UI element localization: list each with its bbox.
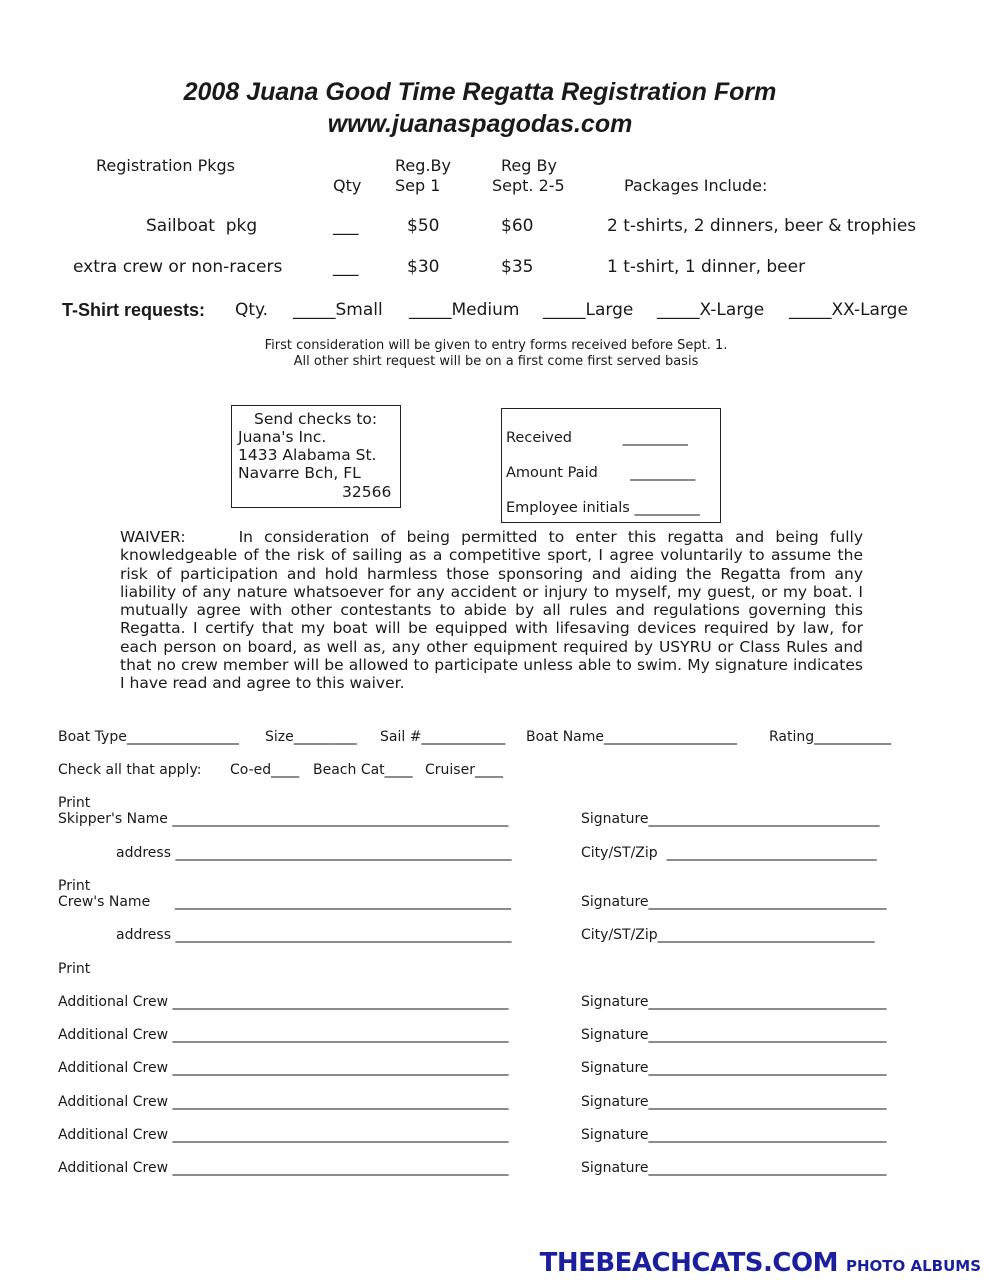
received-field: Received _________ xyxy=(506,430,688,446)
skipper-address-field[interactable]: address ________________________________________________ xyxy=(116,845,512,861)
boat-size-field[interactable]: Size_________ xyxy=(265,729,357,745)
tshirt-size-xlarge[interactable]: _____X-Large xyxy=(657,300,765,320)
package-includes: 2 t-shirts, 2 dinners, beer & trophies xyxy=(607,216,917,236)
check-all-label: Check all that apply: xyxy=(58,762,202,778)
employee-initials-field: Employee initials _________ xyxy=(506,500,700,516)
rating-field[interactable]: Rating___________ xyxy=(769,729,892,745)
package-name: Sailboat pkg xyxy=(146,216,258,236)
cruiser-option[interactable]: Cruiser____ xyxy=(425,762,503,778)
payee-street: 1433 Alabama St. xyxy=(238,446,377,464)
skipper-city-field[interactable]: City/ST/Zip ______________________________ xyxy=(581,845,877,861)
crew-signature-field[interactable]: Signature__________________________________ xyxy=(581,894,887,910)
additional-crew-signature-field[interactable]: Signature__________________________________ xyxy=(581,994,887,1010)
watermark-sub: PHOTO ALBUMS xyxy=(845,1257,981,1275)
tshirt-size-xxlarge[interactable]: _____XX-Large xyxy=(789,300,908,320)
tshirt-size-small[interactable]: _____Small xyxy=(293,300,383,320)
sail-number-field[interactable]: Sail #____________ xyxy=(380,729,506,745)
website-url: www.juanaspagodas.com xyxy=(327,110,633,138)
additional-crew-signature-field[interactable]: Signature__________________________________ xyxy=(581,1060,887,1077)
additional-crew-name-field[interactable]: Additional Crew ________________________________________________ xyxy=(58,1093,509,1110)
crew-address-field[interactable]: address ________________________________________________ xyxy=(116,927,512,943)
additional-crew-signature-field[interactable]: Signature__________________________________ xyxy=(581,1093,887,1110)
package-qty-blank[interactable]: ___ xyxy=(333,257,359,277)
payee-name: Juana's Inc. xyxy=(238,428,327,446)
payee-city: Navarre Bch, FL xyxy=(238,464,361,482)
send-checks-box xyxy=(231,405,401,508)
additional-crew-name-field[interactable]: Additional Crew ________________________________________________ xyxy=(58,994,509,1010)
boat-type-field[interactable]: Boat Type________________ xyxy=(58,729,239,745)
send-checks-label: Send checks to: xyxy=(254,410,378,428)
package-price-late: $35 xyxy=(501,257,534,277)
header-regby-sept2-line2: Sept. 2-5 xyxy=(492,176,565,195)
waiver-text: In consideration of being permitted to enter this regatta and being fully knowledgeable of the risk of sailing as a competitive sport, I agree voluntarily to assume the risk of participation and hold harmless those sponsoring and aiding the Regatta from any liability of any nature whatsoever for any accident or injury to myself, my guest, or my boat. I mutually agree with other contestants to abide by all rules and regulations governing this Regatta. I certify that my boat will be equipped with lifesaving devices required by law, for each person on board, as well as, any other equipment required by USYRU or Class Rules and that no crew member will be allowed to participate unless able to swim. My signature indicates I have read and agree to this waiver. xyxy=(120,528,863,693)
header-registration-pkgs: Registration Pkgs xyxy=(96,156,235,175)
additional-crew-signature-field[interactable]: Signature__________________________________ xyxy=(581,1027,887,1044)
package-price-early: $50 xyxy=(407,216,440,236)
crew-name-field[interactable]: ________________________________________________ xyxy=(175,894,511,910)
crew-name-label: Crew's Name xyxy=(58,894,151,910)
waiver-label: WAIVER: xyxy=(120,528,186,546)
thebeachcats-watermark xyxy=(540,1248,981,1278)
additional-crew-name-field[interactable]: Additional Crew ________________________________________________ xyxy=(58,1160,509,1176)
tshirt-requests-label: T-Shirt requests: xyxy=(62,300,206,320)
beach-cat-option[interactable]: Beach Cat____ xyxy=(313,762,413,778)
additional-crew-name-field[interactable]: Additional Crew ________________________________________________ xyxy=(58,1126,509,1143)
skipper-name-field[interactable]: Skipper's Name ________________________________________________ xyxy=(58,811,509,827)
header-regby-sep1-line1: Reg.By xyxy=(395,156,451,175)
form-title: 2008 Juana Good Time Regatta Registration Form xyxy=(183,78,777,106)
print-label-crew: Print xyxy=(58,878,91,894)
tshirt-size-medium[interactable]: _____Medium xyxy=(409,300,520,320)
package-name: extra crew or non-racers xyxy=(73,257,283,277)
tshirt-size-large[interactable]: _____Large xyxy=(543,300,634,320)
tshirt-qty-label: Qty. xyxy=(235,300,269,320)
header-packages-include: Packages Include: xyxy=(624,176,768,195)
header-qty: Qty xyxy=(333,176,362,195)
additional-crew-name-field[interactable]: Additional Crew ________________________________________________ xyxy=(58,1060,509,1077)
coed-option[interactable]: Co-ed____ xyxy=(230,762,300,778)
print-label-additional: Print xyxy=(58,961,91,977)
header-regby-sept2-line1: Reg By xyxy=(501,156,557,175)
payee-zip: 32566 xyxy=(342,483,392,501)
package-includes: 1 t-shirt, 1 dinner, beer xyxy=(607,257,806,277)
watermark-main: THEBEACHCATS.COM xyxy=(539,1248,838,1278)
crew-city-field[interactable]: City/ST/Zip_______________________________ xyxy=(581,927,875,943)
waiver-paragraph xyxy=(120,528,863,693)
print-label-skipper: Print xyxy=(58,795,91,811)
additional-crew-name-field[interactable]: Additional Crew ________________________________________________ xyxy=(58,1027,509,1044)
additional-crew-signature-field[interactable]: Signature__________________________________ xyxy=(581,1160,887,1176)
package-qty-blank[interactable]: ___ xyxy=(333,216,359,236)
skipper-signature-field[interactable]: Signature_________________________________ xyxy=(581,811,880,827)
tshirt-note-second: All other shirt request will be on a first come first served basis xyxy=(293,354,699,369)
boat-name-field[interactable]: Boat Name___________________ xyxy=(526,729,737,745)
package-price-late: $60 xyxy=(501,216,534,236)
header-regby-sep1-line2: Sep 1 xyxy=(395,176,441,195)
office-use-box xyxy=(501,408,721,523)
additional-crew-signature-field[interactable]: Signature__________________________________ xyxy=(581,1126,887,1143)
package-price-early: $30 xyxy=(407,257,440,277)
amount-paid-field: Amount Paid _________ xyxy=(506,465,696,481)
tshirt-note-first: First consideration will be given to entry forms received before Sept. 1. xyxy=(264,338,728,353)
